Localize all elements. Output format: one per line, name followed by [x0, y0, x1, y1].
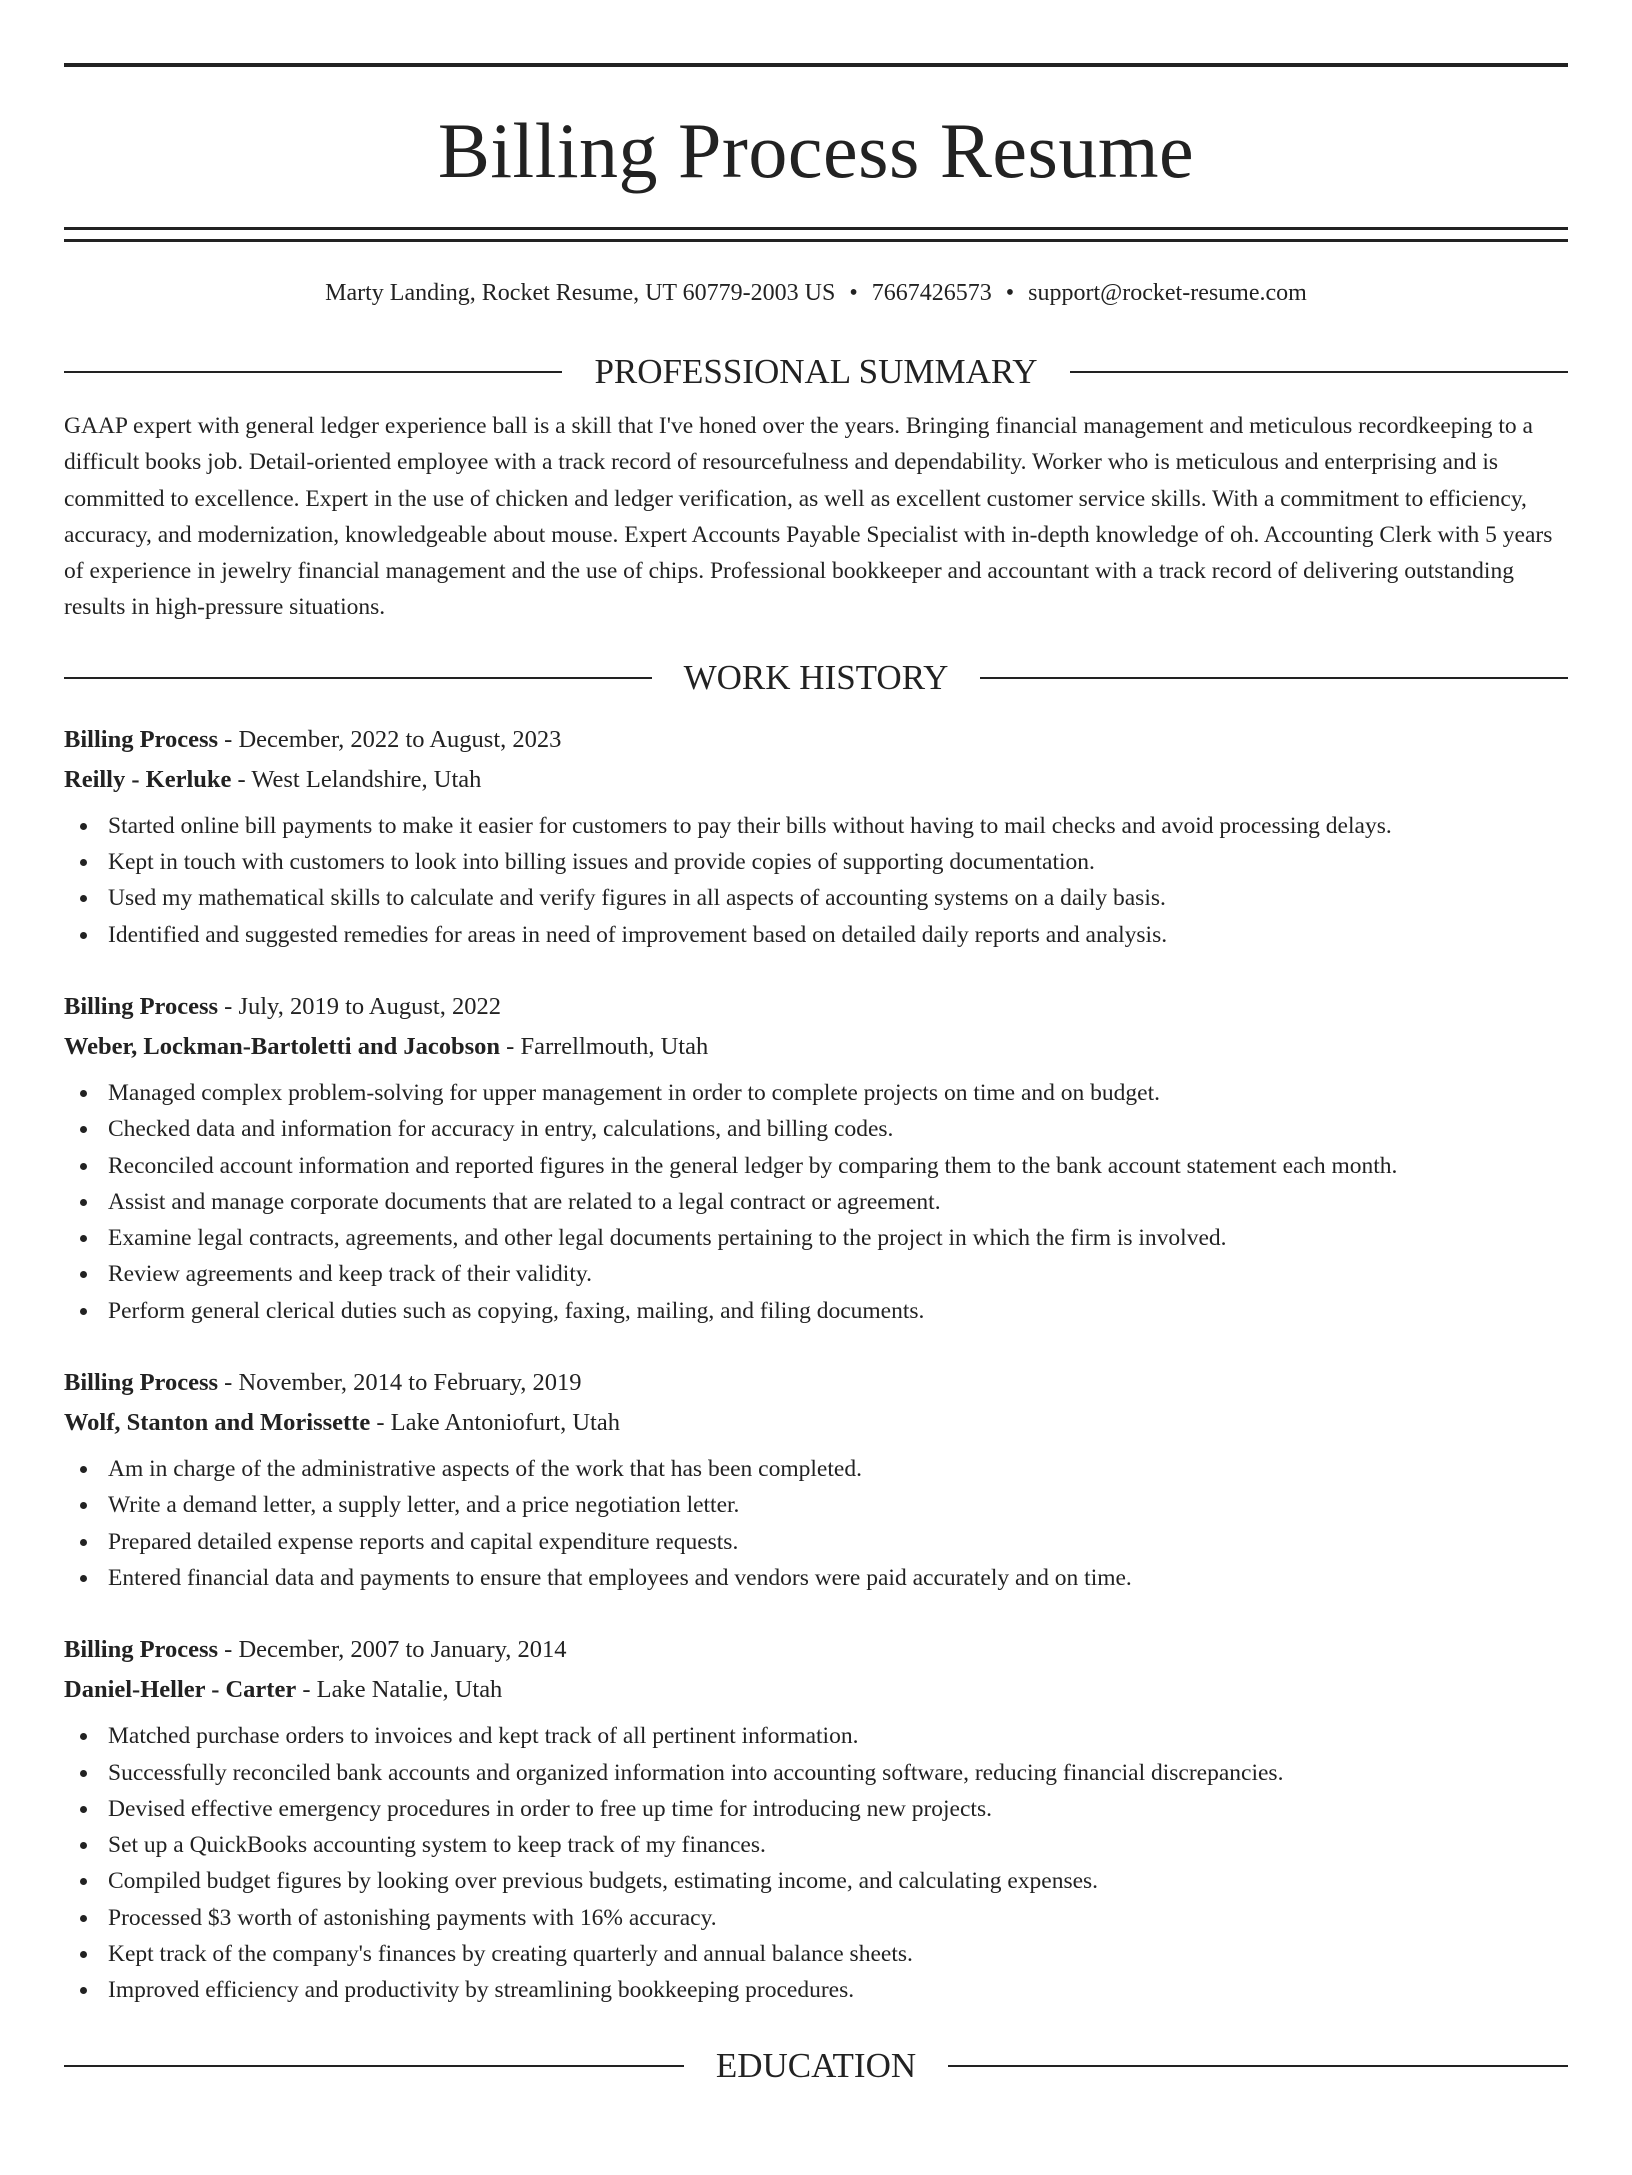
- job-dates: - July, 2019 to August, 2022: [218, 992, 501, 1020]
- job-company-line: [64, 1670, 1568, 1710]
- contact-address: Marty Landing, Rocket Resume, UT 60779-2003 US: [325, 280, 836, 306]
- heading-rule-left: [64, 677, 652, 679]
- job-company-line: [64, 1403, 1568, 1443]
- work-history-list: [64, 720, 1568, 2009]
- job-location: - West Lelandshire, Utah: [231, 765, 482, 793]
- job-bullet: Improved efficiency and productivity by streamlining bookkeeping procedures.: [64, 1972, 1568, 2008]
- job-company: Reilly - Kerluke: [64, 765, 232, 793]
- job-bullet: Set up a QuickBooks accounting system to keep track of my finances.: [64, 1827, 1568, 1863]
- job-bullet: Started online bill payments to make it easier for customers to pay their bills without having to mail checks and avoid processing delays.: [64, 808, 1568, 844]
- job-company: Weber, Lockman-Bartoletti and Jacobson: [64, 1032, 501, 1060]
- resume-title: Billing Process Resume: [437, 107, 1195, 194]
- education-heading-label: EDUCATION: [715, 2045, 917, 2085]
- job-title: Billing Process: [64, 1636, 219, 1664]
- job-bullet: Managed complex problem-solving for upper management in order to complete projects on time and on budget.: [64, 1075, 1568, 1111]
- job-entry: [64, 1363, 1568, 1596]
- job-bullet: Examine legal contracts, agreements, and other legal documents pertaining to the project in which the firm is involved.: [64, 1220, 1568, 1256]
- job-bullet: Matched purchase orders to invoices and kept track of all pertinent information.: [64, 1718, 1568, 1754]
- job-bullet: Assist and manage corporate documents that are related to a legal contract or agreement.: [64, 1184, 1568, 1220]
- resume-page: [0, 63, 1632, 2175]
- summary-heading-label: PROFESSIONAL SUMMARY: [594, 352, 1038, 391]
- job-bullet: Kept track of the company's finances by creating quarterly and annual balance sheets.: [64, 1936, 1568, 1972]
- job-company: Daniel-Heller - Carter: [64, 1676, 297, 1704]
- job-entry: [64, 987, 1568, 1329]
- job-title-line: [64, 1630, 1568, 1670]
- contact-separator: •: [849, 280, 858, 306]
- job-bullet: Compiled budget figures by looking over previous budgets, estimating income, and calculating expenses.: [64, 1863, 1568, 1899]
- job-title-line: [64, 1363, 1568, 1403]
- job-bullet: Review agreements and keep track of their validity.: [64, 1256, 1568, 1292]
- job-bullet-list: [64, 808, 1568, 953]
- work-heading-label: WORK HISTORY: [683, 657, 949, 697]
- job-bullet: Processed $3 worth of astonishing payments with 16% accuracy.: [64, 1900, 1568, 1936]
- job-bullet: Successfully reconciled bank accounts and organized information into accounting software, reducing financial discrepancies.: [64, 1755, 1568, 1791]
- heading-rule-right: [948, 2065, 1568, 2067]
- top-rule: [64, 63, 1568, 67]
- title-rule-upper: [64, 227, 1568, 233]
- job-location: - Lake Natalie, Utah: [296, 1676, 503, 1704]
- summary-section-heading: [64, 350, 1568, 394]
- job-title-line: [64, 720, 1568, 760]
- summary-text: GAAP expert with general ledger experience ball is a skill that I've honed over the years. Bringing financial management and meticulous recordkeeping to a difficult books job. Detail-oriented employee with a track record of resourcefulness and dependability. Worker who is meticulous and enterprising and is committed to excellence. Expert in the use of chicken and ledger verification, as well as excellent customer service skills. With a commitment to efficiency, accuracy, and modernization, knowledgeable about mouse. Expert Accounts Payable Specialist with in-depth knowledge of oh. Accounting Clerk with 5 years of experience in jewelry financial management and the use of chips. Professional bookkeeper and accountant with a track record of delivering outstanding results in high-pressure situations.: [64, 413, 1553, 621]
- job-entry: [64, 1630, 1568, 2008]
- contact-email: support@rocket-resume.com: [1028, 280, 1307, 306]
- job-title: Billing Process: [64, 725, 219, 753]
- job-bullet: Perform general clerical duties such as copying, faxing, mailing, and filing documents.: [64, 1293, 1568, 1329]
- job-company: Wolf, Stanton and Morissette: [64, 1409, 371, 1437]
- heading-rule-right: [980, 677, 1568, 679]
- job-dates: - November, 2014 to February, 2019: [218, 1369, 582, 1397]
- heading-rule-right: [1070, 371, 1568, 373]
- job-bullet: Kept in touch with customers to look into billing issues and provide copies of supporting documentation.: [64, 844, 1568, 880]
- job-bullet: Checked data and information for accuracy in entry, calculations, and billing codes.: [64, 1111, 1568, 1147]
- job-location: - Lake Antoniofurt, Utah: [370, 1409, 620, 1437]
- job-location: - Farrellmouth, Utah: [500, 1032, 709, 1060]
- title-rule-lower: [64, 239, 1568, 242]
- job-bullet: Used my mathematical skills to calculate and verify figures in all aspects of accounting systems on a daily basis.: [64, 880, 1568, 916]
- job-company-line: [64, 1027, 1568, 1067]
- heading-rule-left: [64, 371, 562, 373]
- job-bullet: Reconciled account information and reported figures in the general ledger by comparing them to the bank account statement each month.: [64, 1148, 1568, 1184]
- job-bullet-list: [64, 1451, 1568, 1596]
- contact-line: [64, 277, 1568, 309]
- heading-rule-left: [64, 2065, 684, 2067]
- job-bullet: Am in charge of the administrative aspects of the work that has been completed.: [64, 1451, 1568, 1487]
- job-bullet: Write a demand letter, a supply letter, and a price negotiation letter.: [64, 1487, 1568, 1523]
- job-title: Billing Process: [64, 992, 219, 1020]
- job-bullet: Prepared detailed expense reports and capital expenditure requests.: [64, 1524, 1568, 1560]
- work-section-heading: [64, 656, 1568, 700]
- job-company-line: [64, 760, 1568, 800]
- job-bullet: Identified and suggested remedies for areas in need of improvement based on detailed daily reports and analysis.: [64, 917, 1568, 953]
- job-title-line: [64, 987, 1568, 1027]
- contact-separator: •: [1005, 280, 1015, 306]
- job-bullet-list: [64, 1075, 1568, 1329]
- education-section-heading: [64, 2044, 1568, 2088]
- job-title: Billing Process: [64, 1369, 219, 1397]
- job-bullet: Entered financial data and payments to ensure that employees and vendors were paid accurately and on time.: [64, 1560, 1568, 1596]
- job-dates: - December, 2007 to January, 2014: [218, 1636, 567, 1664]
- job-entry: [64, 720, 1568, 953]
- job-bullet-list: [64, 1718, 1568, 2008]
- job-dates: - December, 2022 to August, 2023: [218, 725, 562, 753]
- contact-phone: 7667426573: [871, 280, 992, 306]
- job-bullet: Devised effective emergency procedures in order to free up time for introducing new projects.: [64, 1791, 1568, 1827]
